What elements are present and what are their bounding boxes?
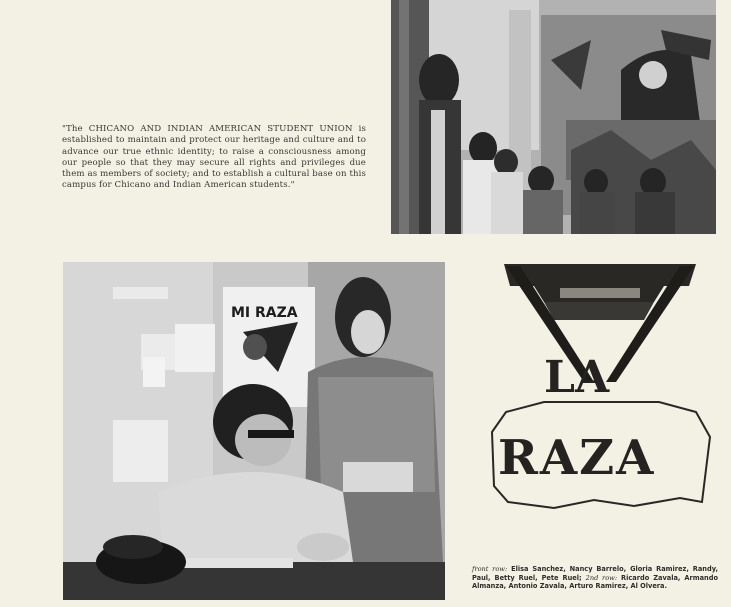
mission-quote: "The CHICANO AND INDIAN AMERICAN STUDENT UNION is established to maintain and protect our heritage and culture and to advance our true ethnic identity; to raise a consciousness among our people so that they may secure all rights and privileges due them as members of society; and to establish a cultural base on this campus for Chicano and Indian American students.": [62, 124, 366, 191]
logo-la-text: LA: [544, 352, 610, 403]
photo-caption: [472, 565, 718, 591]
office-students-photo: [63, 262, 445, 600]
second-row-label: 2nd row:: [585, 573, 618, 582]
logo-raza-text: RAZA: [498, 430, 656, 486]
office-photo-illustration: [63, 262, 445, 600]
la-raza-emblem: [484, 262, 716, 520]
la-raza-logo: [484, 262, 716, 520]
mural-photo-illustration: [391, 0, 716, 234]
front-row-label: front row:: [472, 565, 508, 573]
front-row-names: Elisa Sanchez, Nancy Barrelo, Gloria Ramirez, Randy, Paul, Betty Ruel, Pete Ruel;: [472, 565, 719, 582]
second-row-names: Ricardo Zavala, Armando Almanza, Antonio Zavala, Arturo Ramirez, Al Olvera.: [472, 573, 719, 591]
mi-raza-poster-text: MI RAZA: [231, 305, 298, 321]
mural-group-photo: [391, 0, 716, 234]
